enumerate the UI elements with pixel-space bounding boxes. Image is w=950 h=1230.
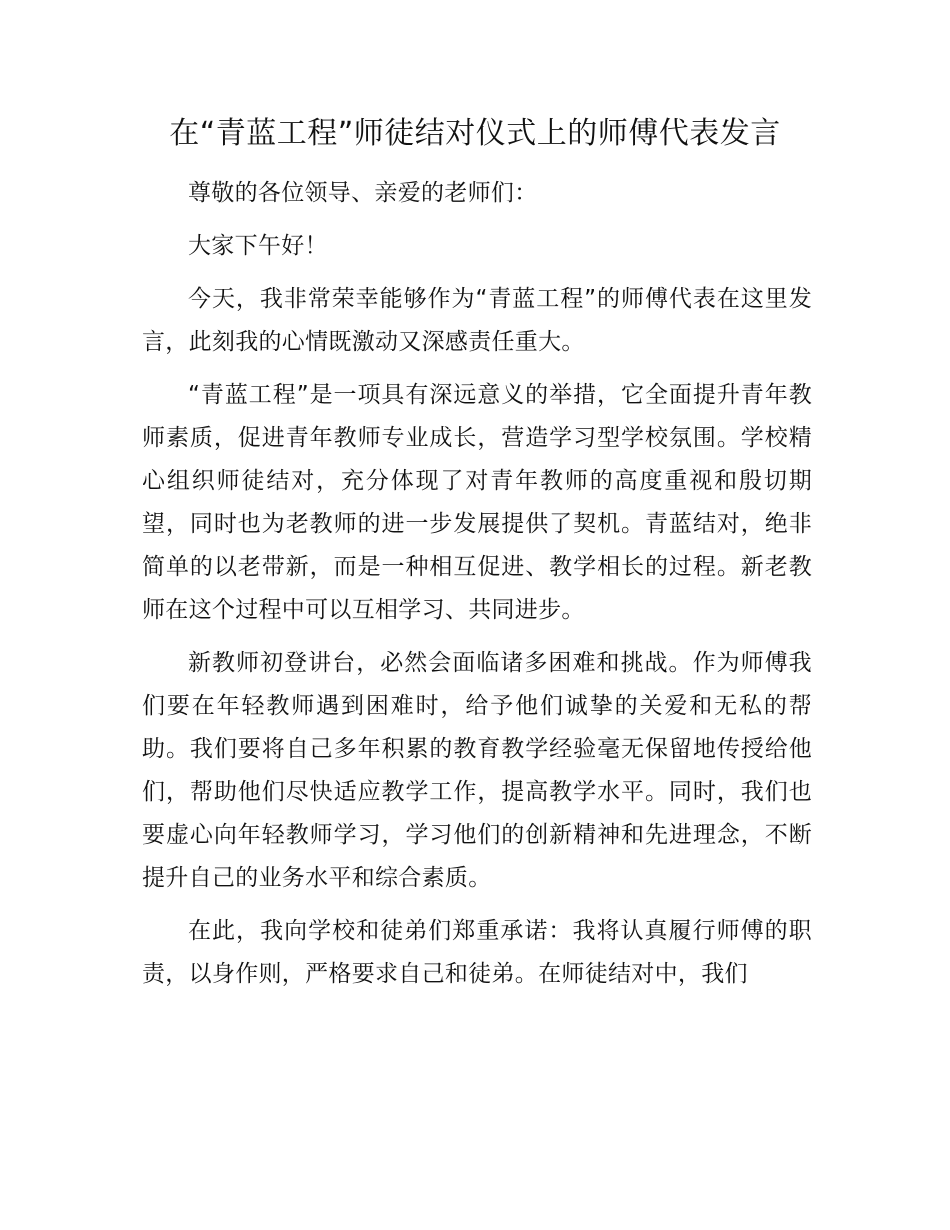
document-title: 在“青蓝工程”师徒结对仪式上的师傅代表发言 [169, 116, 781, 151]
paragraph: “青蓝工程”是一项具有深远意义的举措，它全面提升青年教师素质，促进青年教师专业成长，营造学习型学校氛围。学校精心组织师徒结对，充分体现了对青年教师的高度重视和殷切期望，同时也为老教师的进一步发展提供了契机。青蓝结对，绝非简单的以老带新，而是一种相互促进、教学相长的过程。新老教师在这个过程中可以互相学习、共同进步。 [142, 382, 812, 623]
paragraph-salutation: 尊敬的各位领导、亲爱的老师们： [188, 180, 538, 206]
paragraph: 新教师初登讲台，必然会面临诸多困难和挑战。作为师傅我们要在年轻教师遇到困难时，给予他们诚挚的关爱和无私的帮助。我们要将自己多年积累的教育教学经验毫无保留地传授给他们，帮助他们尽快适应教学工作，提高教学水平。同时，我们也要虚心向年轻教师学习，学习他们的创新精神和先进理念，不断提升自己的业务水平和综合素质。 [142, 650, 812, 891]
paragraph: 今天，我非常荣幸能够作为“青蓝工程”的师傅代表在这里发言，此刻我的心情既激动又深感责任重大。 [142, 286, 812, 355]
document-body [142, 172, 812, 1006]
paragraph: 在此，我向学校和徒弟们郑重承诺：我将认真履行师傅的职责，以身作则，严格要求自己和徒弟。在师徒结对中，我们 [142, 918, 812, 987]
paragraph-greeting: 大家下午好！ [188, 233, 328, 259]
